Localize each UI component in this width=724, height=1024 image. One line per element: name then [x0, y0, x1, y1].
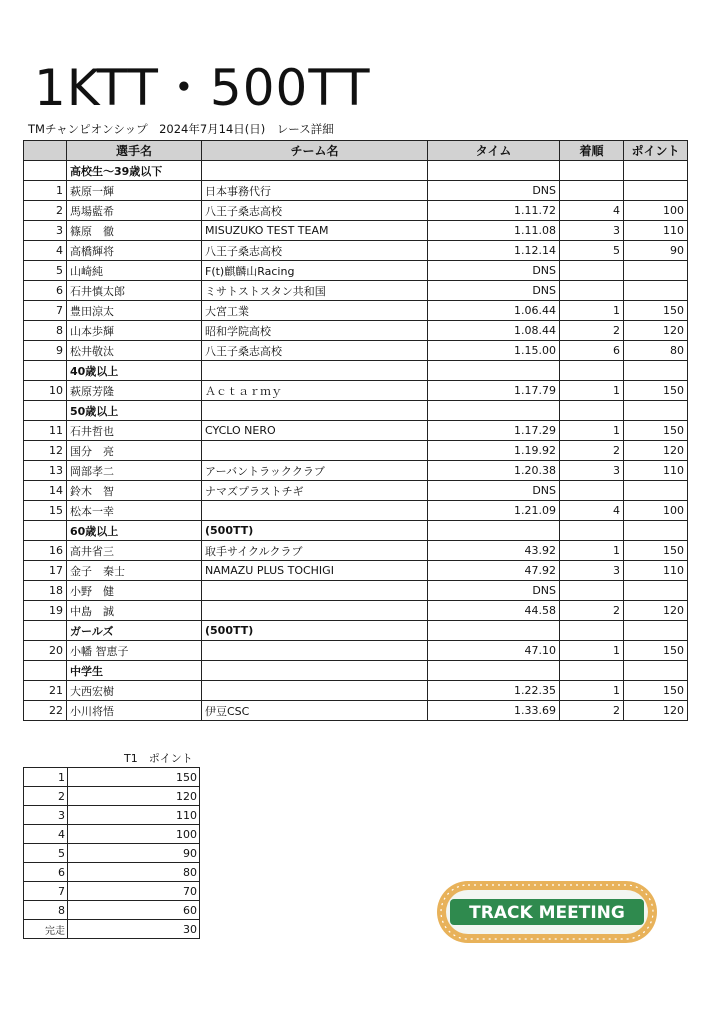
- cell-points: [624, 661, 688, 681]
- cell-team: [202, 361, 428, 381]
- cell-points: 120: [624, 441, 688, 461]
- points-row: [24, 825, 200, 844]
- cell-team: 八王子桑志高校: [202, 341, 428, 361]
- cell-points: 150: [624, 541, 688, 561]
- cell-place: 2: [560, 701, 624, 721]
- cell-place: 2: [560, 601, 624, 621]
- cell-place: [560, 281, 624, 301]
- cell-team: [202, 501, 428, 521]
- cell-team: [202, 601, 428, 621]
- result-row: [24, 281, 688, 301]
- cell-rider: 山本歩輝: [67, 321, 202, 341]
- cell-place: 3: [560, 221, 624, 241]
- cell-team: アーバントラッククラブ: [202, 461, 428, 481]
- cell-no: 18: [24, 581, 67, 601]
- result-row: [24, 481, 688, 501]
- track-meeting-logo: [436, 880, 658, 944]
- cell-rider: 石井慎太郎: [67, 281, 202, 301]
- cell-time: [428, 621, 560, 641]
- cell-points: [624, 281, 688, 301]
- cell-time: 1.22.35: [428, 681, 560, 701]
- cell-team: [202, 581, 428, 601]
- points-value: 120: [68, 787, 200, 806]
- header-points: ポイント: [624, 141, 688, 161]
- cell-team: [202, 661, 428, 681]
- cell-time: [428, 361, 560, 381]
- cell-no: 5: [24, 261, 67, 281]
- cell-team: [202, 441, 428, 461]
- cell-no: 11: [24, 421, 67, 441]
- cell-rider: 松井敬汰: [67, 341, 202, 361]
- cell-no: 4: [24, 241, 67, 261]
- cell-no: 19: [24, 601, 67, 621]
- cell-time: 1.06.44: [428, 301, 560, 321]
- cell-no: [24, 361, 67, 381]
- cell-rider: 萩原一輝: [67, 181, 202, 201]
- cell-place: 5: [560, 241, 624, 261]
- result-row: [24, 461, 688, 481]
- cell-rider: 60歳以上: [67, 521, 202, 541]
- cell-place: 1: [560, 641, 624, 661]
- cell-place: [560, 401, 624, 421]
- cell-points: 110: [624, 221, 688, 241]
- cell-points: [624, 521, 688, 541]
- page-subtitle: TMチャンピオンシップ 2024年7月14日(日) レース詳細: [28, 122, 334, 136]
- cell-team: ミサトストスタン共和国: [202, 281, 428, 301]
- result-row: [24, 341, 688, 361]
- cell-team: 昭和学院高校: [202, 321, 428, 341]
- header-place: 着順: [560, 141, 624, 161]
- cell-time: 1.33.69: [428, 701, 560, 721]
- cell-rider: 豊田涼太: [67, 301, 202, 321]
- cell-points: 120: [624, 601, 688, 621]
- cell-points: [624, 261, 688, 281]
- cell-points: [624, 481, 688, 501]
- cell-time: [428, 401, 560, 421]
- cell-place: 3: [560, 461, 624, 481]
- points-body: [24, 768, 200, 939]
- cell-no: 13: [24, 461, 67, 481]
- cell-no: [24, 401, 67, 421]
- cell-place: [560, 161, 624, 181]
- cell-rider: 鈴木 智: [67, 481, 202, 501]
- results-body: [24, 161, 688, 721]
- category-row: [24, 621, 688, 641]
- cell-no: 20: [24, 641, 67, 661]
- cell-team: (500TT): [202, 621, 428, 641]
- points-table: [23, 767, 200, 939]
- cell-place: [560, 621, 624, 641]
- cell-place: 1: [560, 421, 624, 441]
- cell-points: [624, 621, 688, 641]
- cell-place: 1: [560, 301, 624, 321]
- cell-time: 1.20.38: [428, 461, 560, 481]
- cell-place: [560, 481, 624, 501]
- cell-place: 3: [560, 561, 624, 581]
- cell-place: 1: [560, 681, 624, 701]
- result-row: [24, 601, 688, 621]
- cell-team: F(t)麒麟山Racing: [202, 261, 428, 281]
- result-row: [24, 501, 688, 521]
- points-row: [24, 882, 200, 901]
- cell-rider: ガールズ: [67, 621, 202, 641]
- cell-no: 1: [24, 181, 67, 201]
- points-rank: 8: [24, 901, 68, 920]
- cell-rider: 40歳以上: [67, 361, 202, 381]
- cell-points: [624, 581, 688, 601]
- cell-points: 150: [624, 301, 688, 321]
- cell-team: CYCLO NERO: [202, 421, 428, 441]
- cell-time: DNS: [428, 261, 560, 281]
- cell-points: 120: [624, 701, 688, 721]
- page-title: 1KTT・500TT: [34, 59, 371, 117]
- points-rank: 6: [24, 863, 68, 882]
- cell-rider: 石井哲也: [67, 421, 202, 441]
- cell-time: DNS: [428, 281, 560, 301]
- category-row: [24, 161, 688, 181]
- cell-place: [560, 581, 624, 601]
- cell-team: [202, 641, 428, 661]
- result-row: [24, 261, 688, 281]
- cell-no: [24, 521, 67, 541]
- cell-points: [624, 181, 688, 201]
- points-rank: 完走: [24, 920, 68, 939]
- cell-team: MISUZUKO TEST TEAM: [202, 221, 428, 241]
- cell-place: 2: [560, 321, 624, 341]
- cell-points: 90: [624, 241, 688, 261]
- cell-no: [24, 661, 67, 681]
- points-rank: 5: [24, 844, 68, 863]
- cell-no: 9: [24, 341, 67, 361]
- cell-team: 八王子桑志高校: [202, 201, 428, 221]
- points-value: 100: [68, 825, 200, 844]
- cell-rider: 金子 秦士: [67, 561, 202, 581]
- cell-points: [624, 361, 688, 381]
- cell-points: [624, 401, 688, 421]
- points-value: 70: [68, 882, 200, 901]
- cell-points: 150: [624, 421, 688, 441]
- cell-team: 八王子桑志高校: [202, 241, 428, 261]
- cell-no: 21: [24, 681, 67, 701]
- points-row: [24, 806, 200, 825]
- cell-rider: 篠原 徹: [67, 221, 202, 241]
- cell-place: 6: [560, 341, 624, 361]
- cell-rider: 小幡 智恵子: [67, 641, 202, 661]
- cell-time: DNS: [428, 481, 560, 501]
- cell-place: [560, 661, 624, 681]
- cell-no: 8: [24, 321, 67, 341]
- cell-rider: 小野 健: [67, 581, 202, 601]
- result-row: [24, 541, 688, 561]
- cell-time: 1.15.00: [428, 341, 560, 361]
- cell-points: 110: [624, 561, 688, 581]
- cell-points: 150: [624, 641, 688, 661]
- header-rider: 選手名: [67, 141, 202, 161]
- points-rank: 3: [24, 806, 68, 825]
- cell-no: 15: [24, 501, 67, 521]
- points-row: [24, 901, 200, 920]
- cell-time: 43.92: [428, 541, 560, 561]
- cell-time: 1.17.79: [428, 381, 560, 401]
- cell-team: 取手サイクルクラブ: [202, 541, 428, 561]
- cell-no: [24, 161, 67, 181]
- cell-no: 14: [24, 481, 67, 501]
- results-header-row: [24, 141, 688, 161]
- category-row: [24, 521, 688, 541]
- cell-rider: 萩原芳隆: [67, 381, 202, 401]
- result-row: [24, 561, 688, 581]
- points-caption: T1 ポイント: [124, 752, 193, 765]
- points-row: [24, 787, 200, 806]
- cell-place: 4: [560, 501, 624, 521]
- points-value: 60: [68, 901, 200, 920]
- cell-points: 150: [624, 681, 688, 701]
- cell-place: 1: [560, 381, 624, 401]
- result-row: [24, 701, 688, 721]
- cell-team: 伊豆CSC: [202, 701, 428, 721]
- cell-no: [24, 621, 67, 641]
- cell-place: [560, 361, 624, 381]
- cell-points: 120: [624, 321, 688, 341]
- cell-team: 大宮工業: [202, 301, 428, 321]
- points-rank: 1: [24, 768, 68, 787]
- cell-team: Ａｃｔａｒｍｙ: [202, 381, 428, 401]
- cell-time: [428, 661, 560, 681]
- cell-rider: 岡部孝二: [67, 461, 202, 481]
- cell-team: ナマズプラストチギ: [202, 481, 428, 501]
- cell-points: 110: [624, 461, 688, 481]
- result-row: [24, 421, 688, 441]
- cell-time: 44.58: [428, 601, 560, 621]
- cell-rider: 50歳以上: [67, 401, 202, 421]
- cell-rider: 山崎純: [67, 261, 202, 281]
- cell-place: 2: [560, 441, 624, 461]
- cell-rider: 国分 亮: [67, 441, 202, 461]
- result-row: [24, 241, 688, 261]
- cell-place: [560, 181, 624, 201]
- cell-points: 150: [624, 381, 688, 401]
- points-value: 90: [68, 844, 200, 863]
- results-table: [23, 140, 688, 721]
- cell-no: 3: [24, 221, 67, 241]
- category-row: [24, 401, 688, 421]
- cell-team: [202, 161, 428, 181]
- points-value: 80: [68, 863, 200, 882]
- result-row: [24, 641, 688, 661]
- points-value: 110: [68, 806, 200, 825]
- cell-time: 1.11.72: [428, 201, 560, 221]
- cell-rider: 高井省三: [67, 541, 202, 561]
- cell-time: DNS: [428, 181, 560, 201]
- cell-time: 1.21.09: [428, 501, 560, 521]
- cell-time: 1.11.08: [428, 221, 560, 241]
- header-time: タイム: [428, 141, 560, 161]
- logo-text: TRACK MEETING: [469, 903, 625, 923]
- points-value: 30: [68, 920, 200, 939]
- cell-time: 1.19.92: [428, 441, 560, 461]
- points-rank: 7: [24, 882, 68, 901]
- cell-no: 12: [24, 441, 67, 461]
- cell-rider: 小川将悟: [67, 701, 202, 721]
- cell-rider: 高橋輝将: [67, 241, 202, 261]
- category-row: [24, 661, 688, 681]
- result-row: [24, 181, 688, 201]
- result-row: [24, 221, 688, 241]
- points-rank: 2: [24, 787, 68, 806]
- cell-rider: 高校生〜39歳以下: [67, 161, 202, 181]
- cell-rider: 中島 誠: [67, 601, 202, 621]
- result-row: [24, 321, 688, 341]
- cell-no: 6: [24, 281, 67, 301]
- cell-place: 4: [560, 201, 624, 221]
- result-row: [24, 201, 688, 221]
- cell-place: [560, 521, 624, 541]
- category-row: [24, 361, 688, 381]
- header-team: チーム名: [202, 141, 428, 161]
- cell-team: NAMAZU PLUS TOCHIGI: [202, 561, 428, 581]
- cell-rider: 大西宏樹: [67, 681, 202, 701]
- points-row: [24, 768, 200, 787]
- header-no: [24, 141, 67, 161]
- cell-points: 80: [624, 341, 688, 361]
- cell-no: 10: [24, 381, 67, 401]
- cell-points: 100: [624, 501, 688, 521]
- cell-points: [624, 161, 688, 181]
- cell-rider: 馬場藍希: [67, 201, 202, 221]
- cell-rider: 松本一幸: [67, 501, 202, 521]
- points-value: 150: [68, 768, 200, 787]
- result-row: [24, 301, 688, 321]
- points-row: [24, 863, 200, 882]
- points-row: [24, 920, 200, 939]
- cell-time: 47.92: [428, 561, 560, 581]
- cell-time: 1.17.29: [428, 421, 560, 441]
- cell-rider: 中学生: [67, 661, 202, 681]
- points-rank: 4: [24, 825, 68, 844]
- cell-time: 1.08.44: [428, 321, 560, 341]
- cell-team: 日本事務代行: [202, 181, 428, 201]
- cell-time: DNS: [428, 581, 560, 601]
- result-row: [24, 681, 688, 701]
- cell-time: 47.10: [428, 641, 560, 661]
- cell-place: [560, 261, 624, 281]
- cell-time: [428, 521, 560, 541]
- cell-team: [202, 681, 428, 701]
- result-row: [24, 381, 688, 401]
- result-row: [24, 581, 688, 601]
- cell-no: 2: [24, 201, 67, 221]
- cell-points: 100: [624, 201, 688, 221]
- cell-team: (500TT): [202, 521, 428, 541]
- cell-time: [428, 161, 560, 181]
- cell-time: 1.12.14: [428, 241, 560, 261]
- result-row: [24, 441, 688, 461]
- cell-team: [202, 401, 428, 421]
- cell-no: 7: [24, 301, 67, 321]
- cell-place: 1: [560, 541, 624, 561]
- cell-no: 16: [24, 541, 67, 561]
- points-row: [24, 844, 200, 863]
- cell-no: 17: [24, 561, 67, 581]
- cell-no: 22: [24, 701, 67, 721]
